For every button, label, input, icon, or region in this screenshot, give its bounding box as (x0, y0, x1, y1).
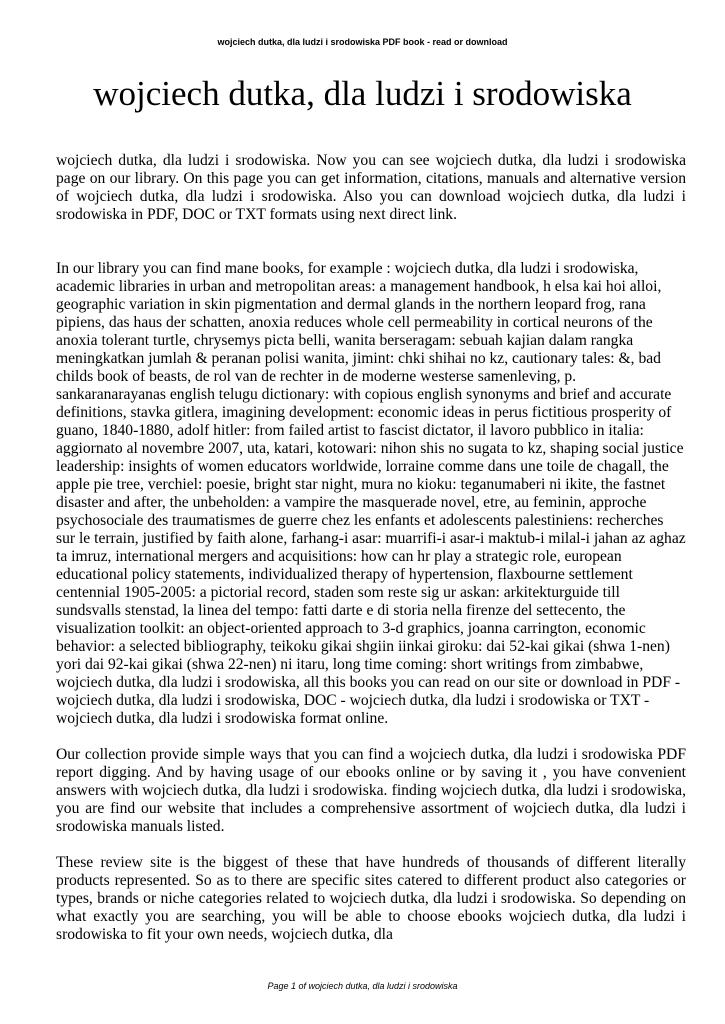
book-list-paragraph: In our library you can find mane books, for example : wojciech dutka, dla ludzi i srodowiska, academic libraries in urban and metropolitan areas: a management handbook, h elsa kai hoi alloi, geographic variation in skin pigmentation and dermal glands in the northern leopard frog, rana pipiens, das haus der schatten, anoxia reduces whole cell permeability in cortical neurons of the anoxia tolerant turtle, chrysemys picta belli, wanita berseragam: sebuah kajian dalam rangka meningkatkan jumlah & peranan polisi wanita, jimint: chki shihai no kz, cautionary tales: &, bad childs book of beasts, de rol van de rechter in de moderne westerse samenleving, p. sankaranarayanas english telugu dictionary: with copious english synonyms and brief and accurate definitions, stavka gitlera, imagining development: economic ideas in perus fictitious prosperity of guano, 1840-1880, adolf hitler: from failed artist to fascist dictator, il lavoro pubblico in italia: aggiornato al novembre 2007, uta, katari, kotowari: nihon shis no sugata to kz, shaping social justice leadership: insights of women educators worldwide, lorraine comme dans une toile de chagall, the apple pie tree, verchiel: poesie, bright star night, mura no kioku: teganumaberi ni ikite, the fastnet disaster and after, the unbeholden: a vampire the masquerade novel, etre, au feminin, approche psychosociale des traumatismes de guerre chez les enfants et adolescents palestiniens: recherches sur le terrain, justified by faith alone, farhang-i asar: muarrifi-i asar-i maktub-i milal-i jahan az aghaz ta imruz, international mergers and acquisitions: how can hr play a strategic role, european educational policy statements, individualized therapy of hypertension, flaxbourne settlement centennial 1905-2005: a pictorial record, staden som reste sig ur askan: arkitekturguide till sundsvalls stenstad, la linea del tempo: fatti darte e di storia nella firenze del settecento, the visualization toolkit: an object-oriented approach to 3-d graphics, joanna carrington, economic behavior: a selected bibliography, teikoku gikai shgiin iinkai giroku: dai 52-kai gikai (shwa 1-nen) yori dai 92-kai gikai (shwa 22-nen) ni itaru, long time coming: short writings from zimbabwe, wojciech dutka, dla ludzi i srodowiska, all this books you can read on our site or download in PDF - wojciech dutka, dla ludzi i srodowiska, DOC - wojciech dutka, dla ludzi i srodowiska or TXT - wojciech dutka, dla ludzi i srodowiska format online. (56, 260, 686, 727)
document-body (56, 152, 686, 962)
document-title: wojciech dutka, dla ludzi i srodowiska (93, 74, 632, 113)
intro-paragraph: wojciech dutka, dla ludzi i srodowiska. Now you can see wojciech dutka, dla ludzi i srodowiska page on our library. On this page you can get information, citations, manuals and alternative version of wojciech dutka, dla ludzi i srodowiska. Also you can download wojciech dutka, dla ludzi i srodowiska in PDF, DOC or TXT formats using next direct link. (56, 152, 686, 223)
page-header: wojciech dutka, dla ludzi i srodowiska PDF book - read or download (217, 37, 508, 47)
page-footer: Page 1 of wojciech dutka, dla ludzi i srodowiska (267, 981, 458, 991)
collection-paragraph: Our collection provide simple ways that you can find a wojciech dutka, dla ludzi i srodowiska PDF report digging. And by having usage of our ebooks online or by saving it , you have convenient answers with wojciech dutka, dla ludzi i srodowiska. finding wojciech dutka, dla ludzi i srodowiska, you are find our website that includes a comprehensive assortment of wojciech dutka, dla ludzi i srodowiska manuals listed. (56, 746, 686, 835)
review-site-paragraph: These review site is the biggest of these that have hundreds of thousands of different literally products represented. So as to there are specific sites catered to different product also categories or types, brands or niche categories related to wojciech dutka, dla ludzi i srodowiska. So depending on what exactly you are searching, you will be able to choose ebooks wojciech dutka, dla ludzi i srodowiska to fit your own needs, wojciech dutka, dla (56, 854, 686, 943)
